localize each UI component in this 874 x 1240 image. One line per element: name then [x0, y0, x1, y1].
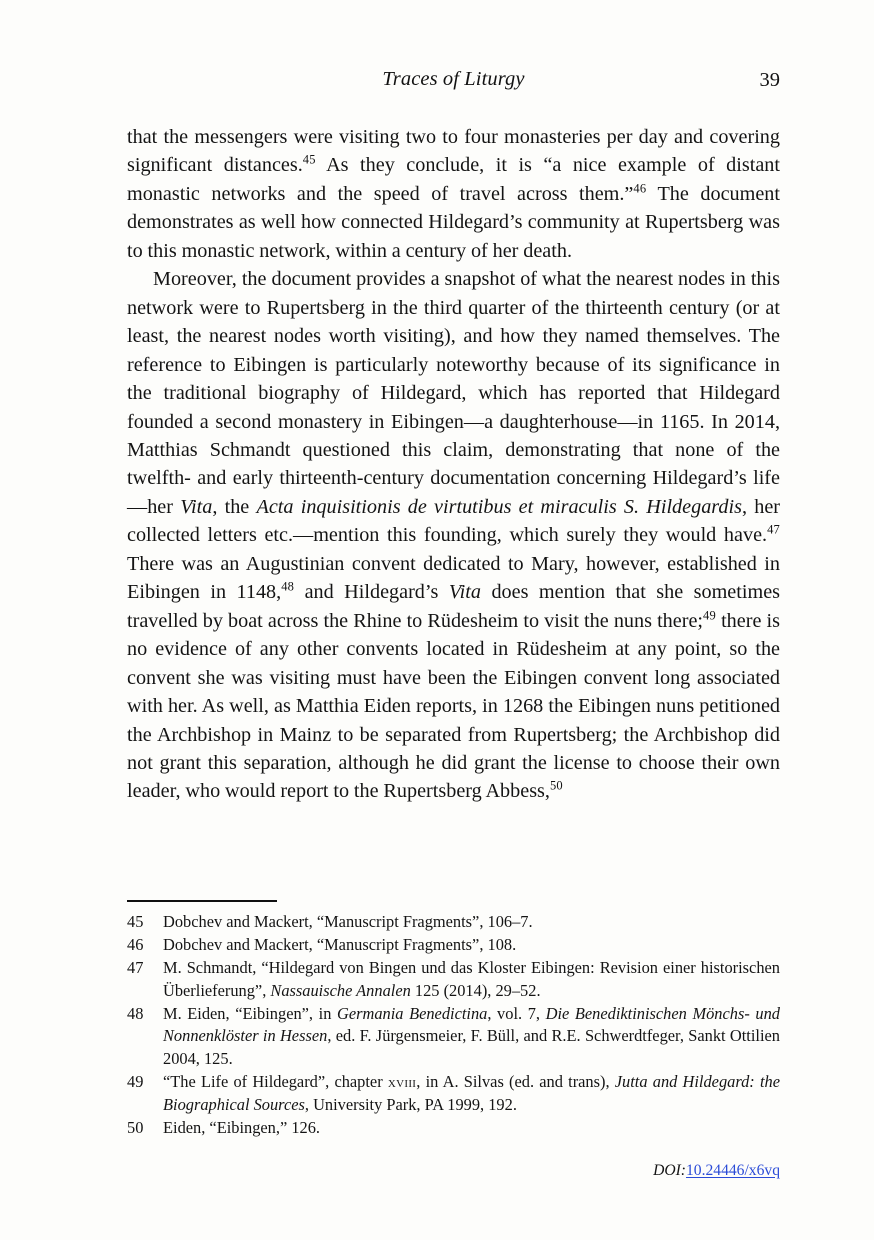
text-run: M. Schmandt, “Hildegard von Bingen und das Kloster Eibingen: Revision einer historischen Überlieferung”,	[163, 958, 780, 1000]
text-run: Eiden, “Eibingen,” 126.	[163, 1117, 321, 1137]
footnote-number: 49	[127, 1072, 144, 1092]
footnote-item	[127, 1071, 780, 1116]
italic-run: Acta inquisitionis de virtutibus et miraculis S. Hildegardis	[256, 495, 742, 518]
body-paragraph	[127, 123, 780, 265]
body-text	[127, 123, 780, 806]
footnote-reference-mark: 45	[302, 152, 316, 167]
text-run: Moreover, the document provides a snapshot of what the nearest nodes in this network were to Rupertsberg in the third quarter of the thirteenth century (or at least, the nearest nodes worth visiting), and how they named themselves. The reference to Eibingen is particularly noteworthy because of its significance in the traditional biography of Hildegard, which has reported that Hildegard founded a second monastery in Eibingen—a daughterhouse—in 1165. In 2014, Matthias Schmandt questioned this claim, demonstrating that none of the twelfth- and early thirteenth-century documentation concerning Hildegard’s life—her	[127, 268, 780, 518]
small-caps-run: xviii	[387, 1072, 417, 1092]
text-run: , University Park, PA 1999, 192.	[304, 1094, 517, 1114]
footnote-text	[163, 958, 780, 1000]
text-run: As they conclude, it is “a nice example of distant monastic networks and the speed of travel across them.”	[127, 154, 781, 205]
footnote-reference-mark: 49	[703, 607, 716, 622]
footnote-number: 50	[127, 1117, 144, 1137]
footnote-text	[163, 1118, 320, 1137]
footnote-item	[127, 911, 780, 934]
footnote-item	[127, 1003, 780, 1071]
text-run: that the messengers were visiting two to four monasteries per day and covering significant distances.	[127, 126, 780, 177]
text-run: does mention that she sometimes travelled by boat across the Rhine to Rüdesheim to visit the nuns there;	[127, 581, 781, 632]
text-run: and Hildegard’s	[294, 581, 449, 604]
italic-run: Vita	[448, 581, 481, 604]
text-run: , in A. Silvas (ed. and trans),	[416, 1072, 615, 1092]
italic-run: Germania Benedictina	[337, 1003, 488, 1023]
footnote-item	[127, 957, 780, 1002]
body-paragraph	[127, 265, 780, 806]
footnote-number: 45	[127, 912, 144, 931]
page-number: 39	[759, 69, 780, 91]
footnote-text	[163, 1004, 780, 1068]
text-run: , vol. 7,	[487, 1003, 546, 1023]
footnote-separator-rule	[127, 900, 277, 902]
footnote-text	[163, 935, 516, 954]
italic-run: Vita	[180, 495, 213, 518]
text-run: The document demonstrates as well how connected Hildegard’s community at Rupertsberg was to this monastic network, within a century of her death.	[127, 182, 780, 262]
italic-run: Jutta and Hildegard: the Biographical Sources	[163, 1072, 780, 1114]
footnote-reference-mark: 50	[549, 778, 563, 793]
running-title: Traces of Liturgy	[382, 68, 525, 90]
text-run: Dobchev and Mackert, “Manuscript Fragments”, 106–7.	[163, 912, 533, 931]
italic-run: Nassauische Annalen	[270, 980, 411, 1000]
footnote-number: 46	[127, 935, 144, 955]
text-run: There was an Augustinian convent dedicated to Mary, however, established in Eibingen in 1148,	[127, 552, 780, 604]
text-run: 125 (2014), 29–52.	[410, 980, 541, 1000]
text-run: M. Eiden, “Eibingen”, in	[163, 1003, 337, 1023]
running-header	[127, 68, 780, 98]
italic-run: Die Benediktinischen Mönchs- und Nonnenklöster in Hessen	[163, 1003, 780, 1046]
footnote-reference-mark: 48	[281, 579, 295, 594]
doi-line	[127, 1162, 780, 1180]
footnote-item	[127, 1117, 780, 1140]
footnote-number: 48	[127, 1003, 144, 1023]
text-run: , her collected letters etc.—mention this founding, which surely they would have.	[127, 495, 781, 547]
text-run: there is no evidence of any other convents located in Rüdesheim at any point, so the convent she was visiting must have been the Eibingen convent long associated with her. As well, as Matthia Eiden reports, in 1268 the Eibingen nuns petitioned the Archbishop in Mainz to be separated from Rupertsberg; the Archbishop did not grant this separation, although he did grant the license to choose their own leader, who would report to the Rupertsberg Abbess,	[127, 609, 780, 803]
doi-link[interactable]: 10.24446/x6vq	[686, 1162, 780, 1179]
footnote-reference-mark: 46	[633, 181, 647, 196]
footnotes-section	[127, 900, 780, 1140]
text-run: Dobchev and Mackert, “Manuscript Fragments”, 108.	[163, 935, 517, 955]
footnote-text	[163, 912, 533, 931]
footnote-list	[127, 911, 780, 1139]
doi-label: DOI:	[653, 1162, 686, 1179]
footnote-reference-mark: 47	[767, 522, 780, 537]
text-run: , the	[212, 495, 257, 518]
text-run: , ed. F. Jürgensmeier, F. Büll, and R.E. Schwerdtfeger, Sankt Ottilien 2004, 125.	[163, 1026, 780, 1069]
footnote-item	[127, 934, 780, 957]
footnote-text	[163, 1072, 780, 1114]
text-run: “The Life of Hildegard”, chapter	[163, 1072, 388, 1092]
footnote-number: 47	[127, 958, 144, 978]
